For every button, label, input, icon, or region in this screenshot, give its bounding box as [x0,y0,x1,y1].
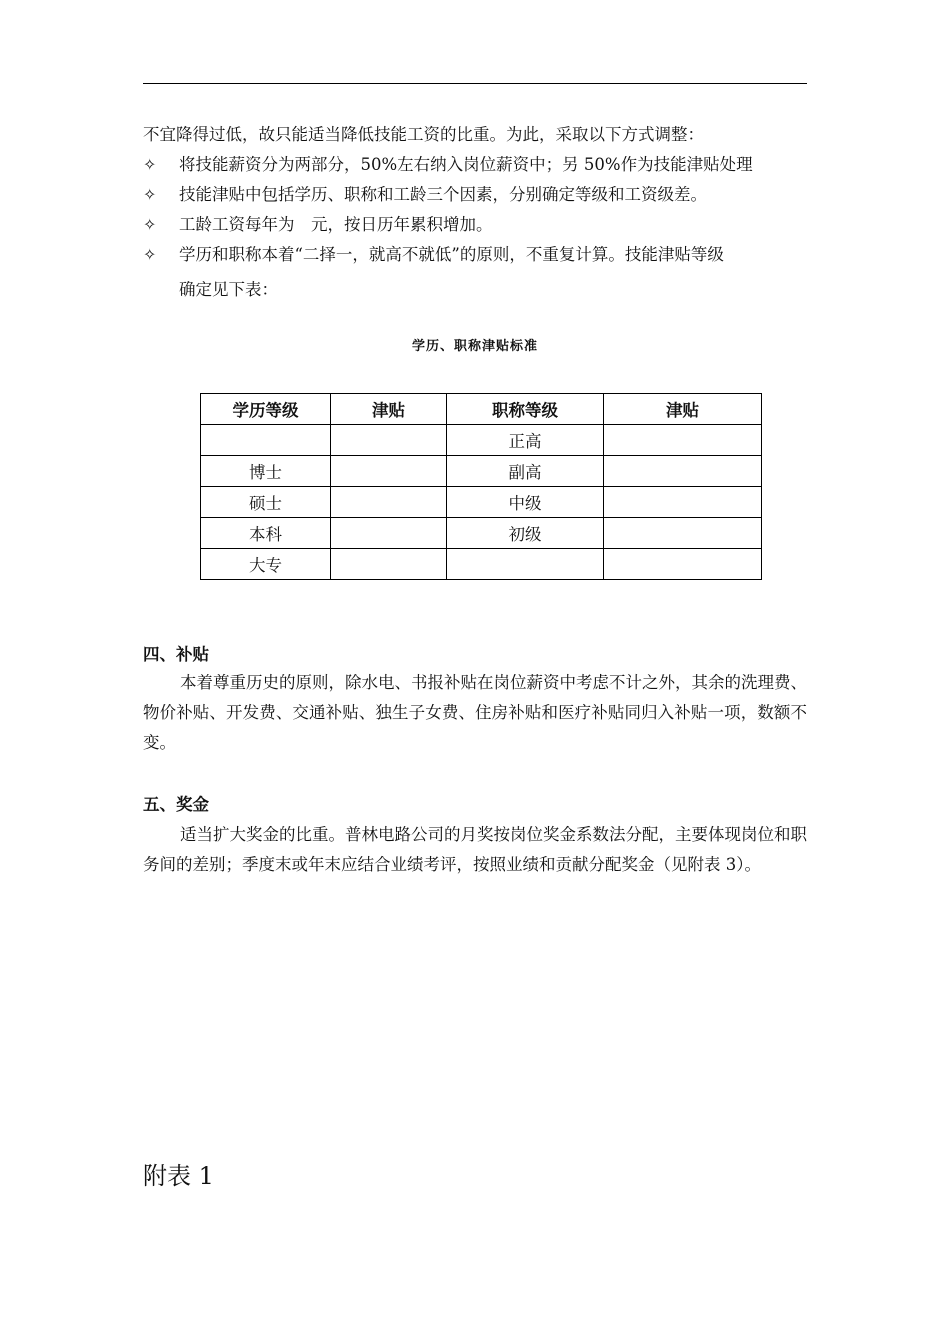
bullet-item [143,210,823,240]
section-body-subsidy: 本着尊重历史的原则，除水电、书报补贴在岗位薪资中考虑不计之外，其余的洗理费、物价补贴、开发费、交通补贴、独生子女费、住房补贴和医疗补贴同归入补贴一项，数额不变。 [143,673,807,752]
allowance-table [200,393,762,580]
table-row [201,425,762,456]
diamond-bullet-icon: ✧ [143,215,157,234]
table-cell: 初级 [447,518,604,549]
table-cell [331,425,447,456]
bullet-item [143,150,823,180]
table-cell [604,487,762,518]
bullet-text: 学历和职称本着“二择一，就高不就低”的原则，不重复计算。技能津贴等级 [179,245,724,264]
table-cell: 正高 [447,425,604,456]
table-header-row [201,394,762,425]
diamond-bullet-icon: ✧ [143,185,157,204]
table-cell [604,549,762,580]
diamond-bullet-icon: ✧ [143,155,157,174]
bullet-text: 工龄工资每年为 元，按日历年累积增加。 [179,215,493,234]
table-cell [604,456,762,487]
table-row [201,518,762,549]
table-cell [604,518,762,549]
bullet-text: 将技能薪资分为两部分，50%左右纳入岗位薪资中；另 50%作为技能津贴处理 [179,155,753,174]
table-cell [331,487,447,518]
bullet-item [143,180,823,210]
table-cell [331,456,447,487]
table-cell: 本科 [201,518,331,549]
section-body-bonus: 适当扩大奖金的比重。普林电路公司的月奖按岗位奖金系数法分配，主要体现岗位和职务间的差别；季度末或年末应结合业绩考评，按照业绩和贡献分配奖金（见附表 3）。 [143,825,807,874]
table-cell: 博士 [201,456,331,487]
table-row [201,456,762,487]
table-header-cell: 津贴 [331,394,447,425]
section-heading-subsidy: 四、补贴 [143,645,209,664]
header-rule [143,83,807,84]
table-cell [604,425,762,456]
intro-line: 不宜降得过低，故只能适当降低技能工资的比重。为此，采取以下方式调整： [143,125,704,144]
appendix-title: 附表 1 [143,1162,214,1190]
table-cell [201,425,331,456]
table-cell [331,549,447,580]
bullet-item [143,240,823,270]
table-cell: 大专 [201,549,331,580]
table-cell: 中级 [447,487,604,518]
table-cell [447,549,604,580]
table-header-cell: 学历等级 [201,394,331,425]
table-cell [331,518,447,549]
section-heading-bonus: 五、奖金 [143,795,209,814]
table-cell: 硕士 [201,487,331,518]
bullet-text: 技能津贴中包括学历、职称和工龄三个因素，分别确定等级和工资级差。 [179,185,707,204]
bullet-continuation: 确定见下表： [179,280,278,299]
table-header-cell: 职称等级 [447,394,604,425]
table-header-cell: 津贴 [604,394,762,425]
table-row [201,487,762,518]
table-row [201,549,762,580]
table-title: 学历、职称津贴标准 [411,339,538,354]
table-cell: 副高 [447,456,604,487]
diamond-bullet-icon: ✧ [143,245,157,264]
